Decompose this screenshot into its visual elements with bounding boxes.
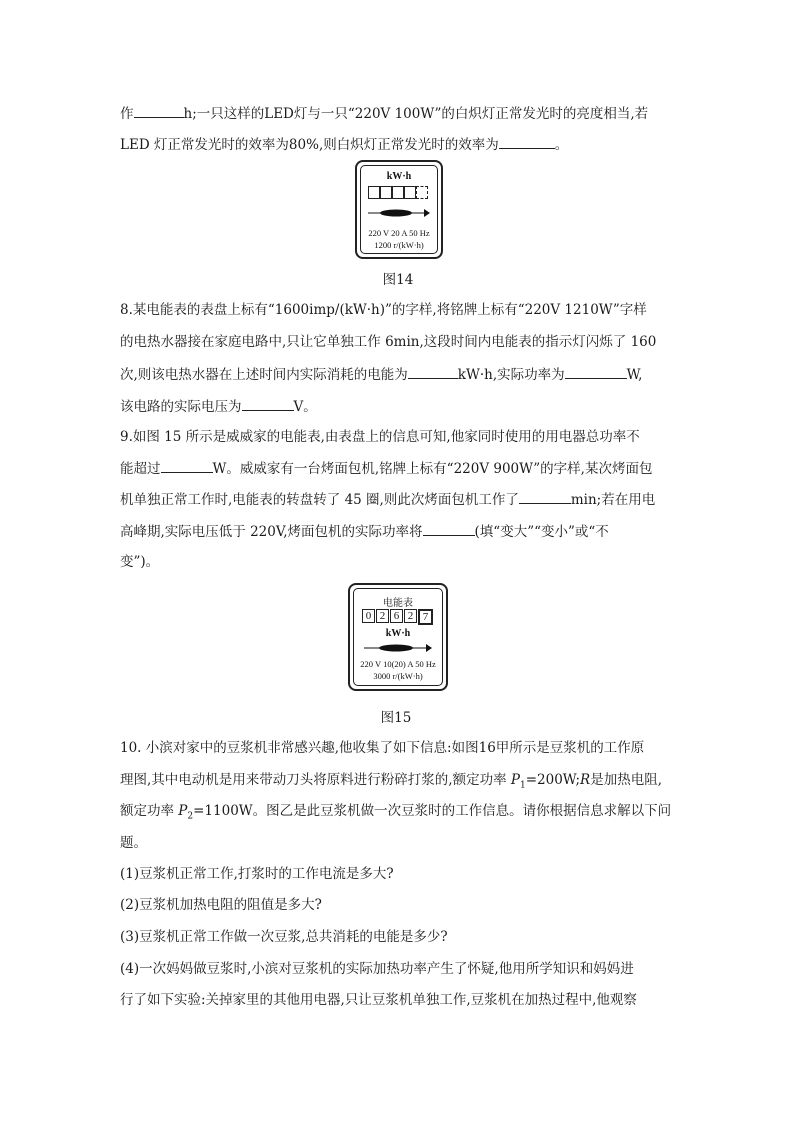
- digit-cell: [392, 186, 404, 199]
- meter-revolutions: 1200 r/(kW·h): [374, 240, 424, 250]
- q9-line3: 机单独正常工作时,电能表的转盘转了 45 圈,则此次烤面包机工作了 min;若在用电: [120, 489, 655, 510]
- digit-window: [362, 609, 434, 623]
- meter-specs: 220 V 10(20) A 50 Hz: [360, 659, 436, 669]
- q8-line4: 该电路的实际电压为 V。: [120, 396, 317, 417]
- q9-line1: 9.如图 15 所示是威威家的电能表,由表盘上的信息可知,他家同时使用的用电器总功率不: [120, 429, 640, 445]
- answer-blank[interactable]: [499, 134, 555, 149]
- digit-cell: [404, 186, 416, 199]
- answer-blank[interactable]: [423, 521, 475, 536]
- q10-sub4-line1: (4)一次妈妈做豆浆时,小滨对豆浆机的实际加热功率产生了怀疑,他用所学知识和妈妈进: [120, 961, 634, 977]
- digit-cell: [368, 186, 380, 199]
- q8-line1: 8.某电能表的表盘上标有“1600imp/(kW·h)”的字样,将铭牌上标有“220V 1210W”字样: [120, 302, 647, 318]
- answer-blank[interactable]: [161, 458, 213, 473]
- q10-sub4-line2: 行了如下实验:关掉家里的其他用电器,只让豆浆机单独工作,豆浆机在加热过程中,他观察: [120, 992, 637, 1008]
- figure14-energy-meter: [355, 160, 443, 259]
- meter-specs: 220 V 20 A 50 Hz: [368, 228, 430, 238]
- q10-sub3: (3)豆浆机正常工作做一次豆浆,总共消耗的电能是多少?: [120, 929, 448, 945]
- digit-cell: [380, 186, 392, 199]
- q8-line2: 的电热水器接在家庭电路中,只让它单独工作 6min,这段时间内电能表的指示灯闪烁了 160: [120, 334, 657, 350]
- q9-line2: 能超过 W。威威家有一台烤面包机,铭牌上标有“220V 900W”的字样,某次烤面包: [120, 458, 652, 479]
- answer-blank[interactable]: [242, 396, 294, 411]
- rotating-disc-icon: [366, 206, 432, 220]
- answer-blank[interactable]: [519, 489, 571, 504]
- answer-blank[interactable]: [408, 364, 458, 379]
- q10-sub1: (1)豆浆机正常工作,打浆时的工作电流是多大?: [120, 866, 394, 882]
- digit-4: 7: [418, 609, 433, 625]
- q10-line2: 理图,其中电动机是用来带动刀头将原料进行粉碎打浆的,额定功率 $P_1=200W;R$是加热电阻,: [120, 772, 663, 791]
- rotating-disc-icon: [362, 641, 434, 655]
- q10-sub2: (2)豆浆机加热电阻的阻值是多大?: [120, 897, 322, 913]
- q8-line3: 次,则该电热水器在上述时间内实际消耗的电能为 kW·h,实际功率为 W,: [120, 364, 642, 385]
- meter-unit: kW·h: [386, 171, 412, 182]
- q9-line5: 变”)。: [120, 554, 160, 570]
- figure15-caption: 图15: [380, 710, 412, 726]
- q10-line3: 额定功率 $P_2=1100W$。图乙是此豆浆机做一次豆浆时的工作信息。请你根据信息求解以下问: [120, 803, 672, 822]
- digit-window: [368, 186, 430, 199]
- q7-line1: 作 h;一只这样的LED灯与一只“220V 100W”的白炽灯正常发光时的亮度相当,若: [120, 103, 648, 124]
- figure15-energy-meter: [348, 583, 448, 691]
- digit-1: 2: [376, 609, 389, 623]
- digit-3: 2: [404, 609, 417, 623]
- meter-unit: kW·h: [385, 628, 411, 639]
- meter-revolutions: 3000 r/(kW·h): [373, 671, 423, 681]
- answer-blank[interactable]: [565, 364, 627, 379]
- q7-line2: LED 灯正常发光时的效率为80%,则白炽灯正常发光时的效率为 。: [120, 134, 568, 155]
- digit-2: 6: [390, 609, 403, 623]
- figure14-caption: 图14: [382, 272, 414, 288]
- q10-line4: 题。: [120, 835, 147, 851]
- digit-cell: [416, 186, 428, 199]
- meter-title: 电能表: [383, 598, 413, 609]
- answer-blank[interactable]: [134, 103, 184, 118]
- q9-line4: 高峰期,实际电压低于 220V,烤面包机的实际功率将 (填“变大”“变小”或“不: [120, 521, 609, 542]
- digit-0: 0: [362, 609, 375, 623]
- q10-line1: 10. 小滨对家中的豆浆机非常感兴趣,他收集了如下信息:如图16甲所示是豆浆机的工作原: [120, 740, 645, 756]
